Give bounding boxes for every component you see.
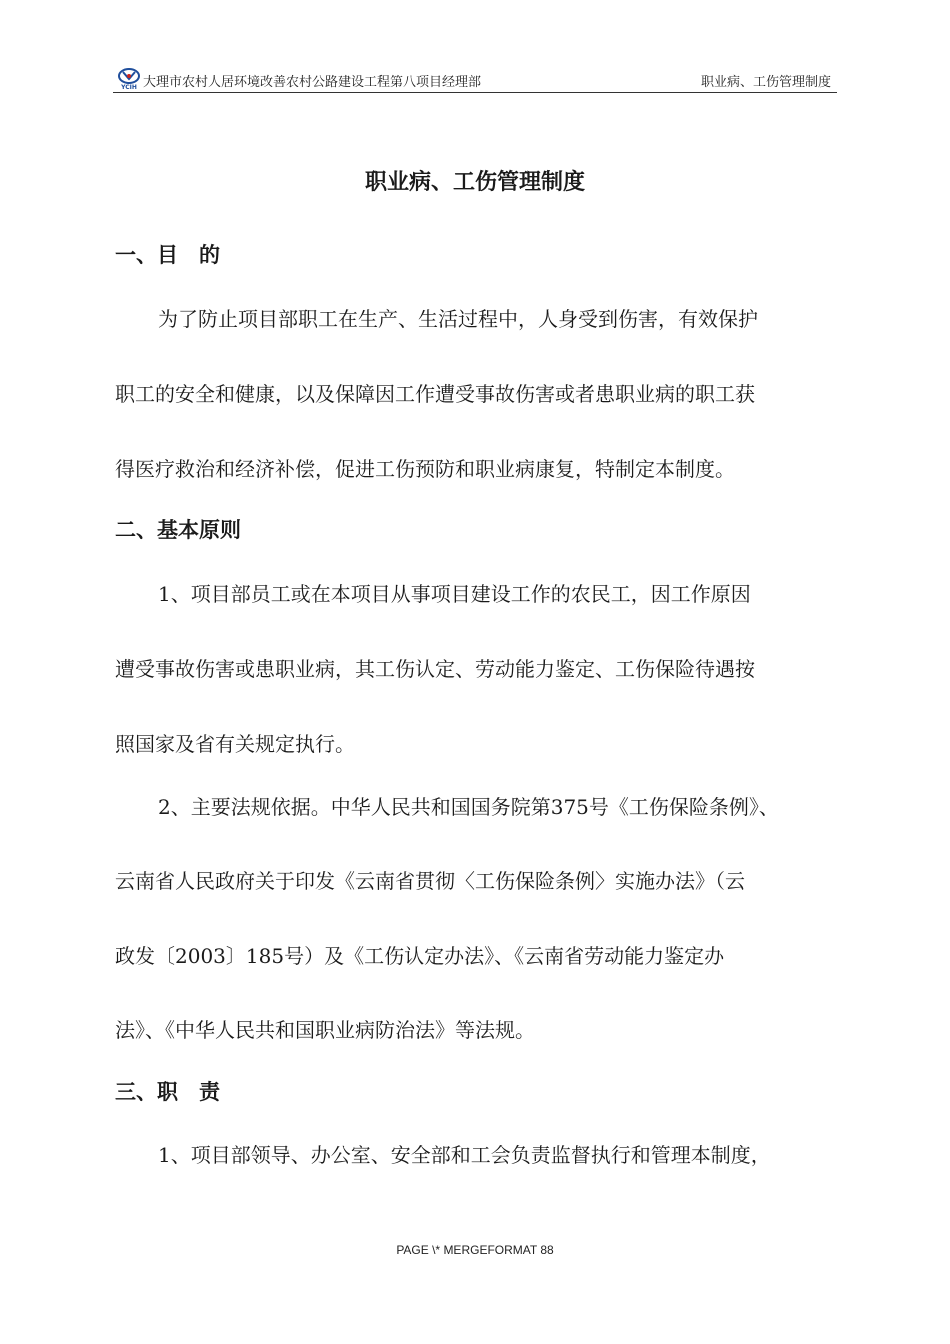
paragraph-line: 1、项目部员工或在本项目从事项目建设工作的农民工，因工作原因 [158, 582, 751, 606]
paragraph-line: 遭受事故伤害或患职业病，其工伤认定、劳动能力鉴定、工伤保险待遇按 [115, 657, 755, 681]
header-document-name: 职业病、工伤管理制度 [700, 75, 831, 90]
paragraph-line: 云南省人民政府关于印发《云南省贯彻〈工伤保险条例〉实施办法》（云 [115, 869, 745, 893]
company-logo-icon [117, 68, 141, 90]
paragraph-line: 照国家及省有关规定执行。 [115, 732, 355, 756]
paragraph-line: 法》、《中华人民共和国职业病防治法》等法规。 [115, 1018, 535, 1042]
paragraph-line: 为了防止项目部职工在生产、生活过程中，人身受到伤害，有效保护 [158, 307, 758, 331]
section-heading-responsibilities: 三、职 责 [115, 1080, 220, 1104]
paragraph-line: 职工的安全和健康，以及保障因工作遭受事故伤害或者患职业病的职工获 [115, 382, 755, 406]
page-header [113, 66, 837, 93]
section-heading-principles: 二、基本原则 [115, 518, 241, 542]
logo-text: YCIH [121, 84, 137, 90]
paragraph-line: 政发〔2003〕185号）及《工伤认定办法》、《云南省劳动能力鉴定办 [115, 944, 725, 968]
section-heading-purpose: 一、目 的 [115, 243, 220, 267]
header-organization: 大理市农村人居环境改善农村公路建设工程第八项目经理部 [143, 75, 482, 90]
page-footer: PAGE \* MERGEFORMAT 88 [396, 1243, 554, 1257]
paragraph-line: 2、主要法规依据。中华人民共和国国务院第375号《工伤保险条例》、 [158, 795, 779, 819]
paragraph-line: 得医疗救治和经济补偿，促进工伤预防和职业病康复，特制定本制度。 [115, 457, 735, 481]
paragraph-line: 1、项目部领导、办公室、安全部和工会负责监督执行和管理本制度， [158, 1143, 771, 1167]
document-title: 职业病、工伤管理制度 [364, 170, 585, 195]
